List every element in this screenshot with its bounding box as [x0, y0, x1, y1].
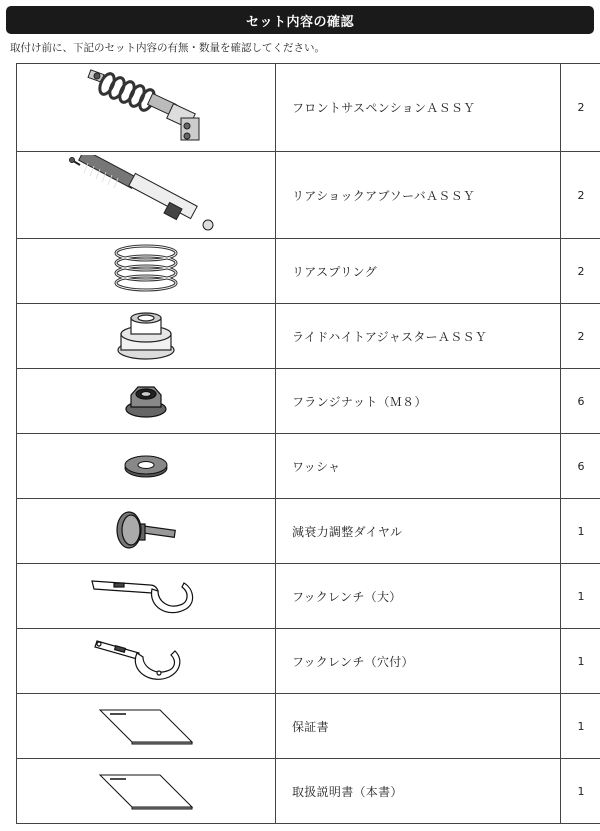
item-qty: 2 [561, 64, 600, 152]
hook-wrench-hole-icon [91, 633, 201, 689]
washer-icon [121, 451, 171, 481]
front-suspension-icon [81, 68, 211, 148]
warranty-card-icon [96, 704, 196, 748]
intro-text: 取付け前に、下記のセット内容の有無・数量を確認してください。 [10, 42, 325, 54]
table-row [17, 694, 600, 759]
rear-shock-absorber-icon [66, 155, 226, 235]
item-image-cell [17, 564, 276, 629]
table-row [17, 239, 600, 304]
ride-height-adjuster-icon [111, 308, 181, 364]
section-title: セット内容の確認 [245, 14, 354, 30]
item-name: フックレンチ（大） [276, 564, 561, 629]
item-image-cell [17, 369, 276, 434]
item-image-cell [17, 694, 276, 759]
table-row [17, 152, 600, 239]
table-row [17, 434, 600, 499]
item-image-cell [17, 152, 276, 239]
item-qty: 2 [561, 239, 600, 304]
item-qty: 1 [561, 499, 600, 564]
rear-spring-icon [106, 243, 186, 299]
item-name: フロントサスペンションＡＳＳＹ [276, 64, 561, 152]
item-image-cell [17, 434, 276, 499]
item-name: ワッシャ [276, 434, 561, 499]
item-qty: 6 [561, 434, 600, 499]
damping-dial-icon [111, 506, 181, 556]
table-row [17, 564, 600, 629]
item-qty: 1 [561, 694, 600, 759]
item-name: リアショックアブソーバＡＳＳＹ [276, 152, 561, 239]
table-row [17, 629, 600, 694]
item-image-cell [17, 629, 276, 694]
table-row [17, 304, 600, 369]
item-image-cell [17, 64, 276, 152]
item-image-cell [17, 499, 276, 564]
table-row [17, 759, 600, 824]
table-row [17, 499, 600, 564]
item-name: 取扱説明書（本書） [276, 759, 561, 824]
manual-icon [96, 769, 196, 813]
item-name: リアスプリング [276, 239, 561, 304]
table-row [17, 369, 600, 434]
item-name: 保証書 [276, 694, 561, 759]
hook-wrench-large-icon [86, 571, 206, 621]
item-qty: 2 [561, 304, 600, 369]
item-qty: 1 [561, 759, 600, 824]
item-qty: 1 [561, 629, 600, 694]
parts-table [16, 63, 600, 824]
item-name: フックレンチ（穴付） [276, 629, 561, 694]
item-image-cell [17, 759, 276, 824]
section-header [6, 6, 594, 34]
flange-nut-icon [121, 379, 171, 423]
item-image-cell [17, 239, 276, 304]
item-name: ライドハイトアジャスターＡＳＳＹ [276, 304, 561, 369]
item-qty: 1 [561, 564, 600, 629]
item-qty: 2 [561, 152, 600, 239]
item-qty: 6 [561, 369, 600, 434]
item-name: 減衰力調整ダイヤル [276, 499, 561, 564]
table-row [17, 64, 600, 152]
item-image-cell [17, 304, 276, 369]
item-name: フランジナット（Ｍ８） [276, 369, 561, 434]
